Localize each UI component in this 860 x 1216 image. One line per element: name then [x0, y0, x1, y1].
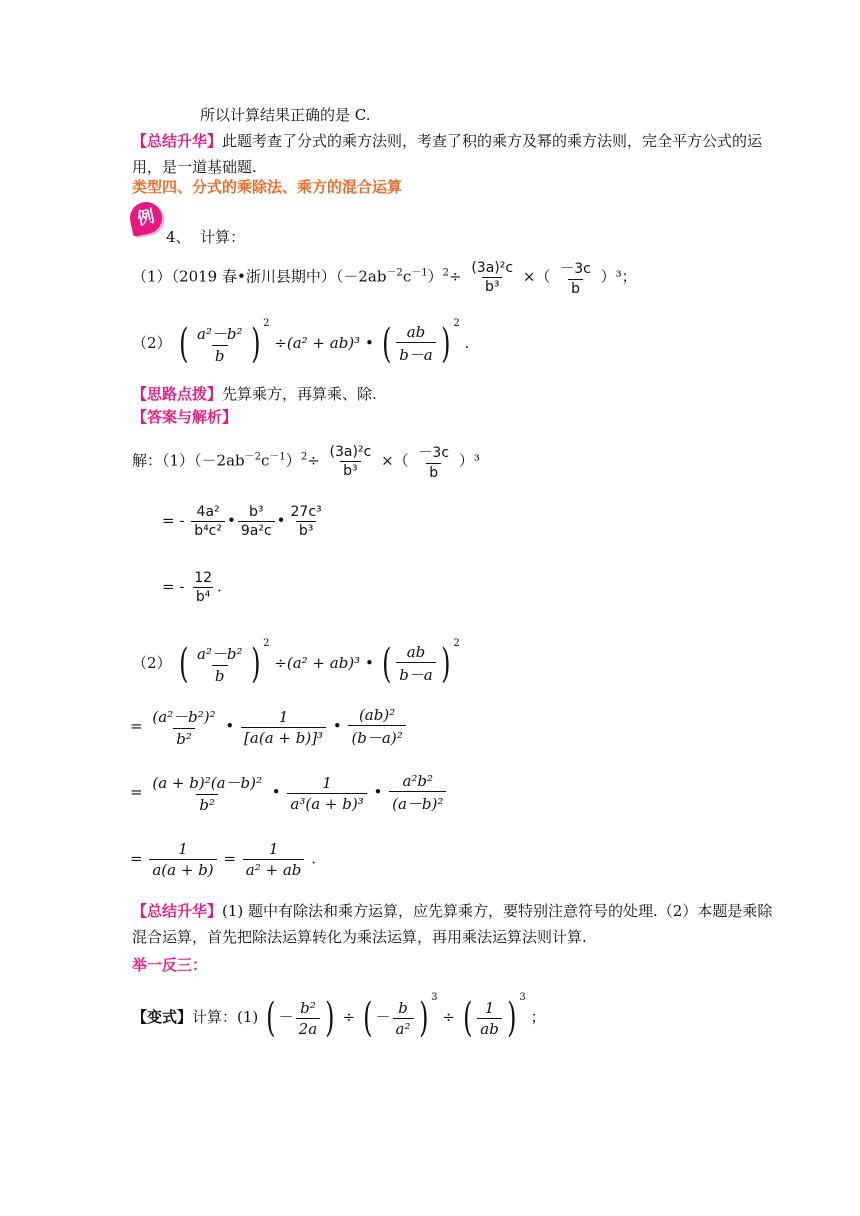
divide-sign: ÷	[448, 267, 462, 286]
part-label: （2）	[132, 654, 172, 672]
eq-prefix: = -	[162, 577, 185, 596]
exp: －2	[244, 451, 262, 463]
fraction	[396, 323, 436, 365]
numerator: 1	[278, 707, 289, 726]
numerator: b³	[249, 504, 264, 520]
numerator: 1	[322, 773, 332, 792]
fraction	[348, 706, 405, 748]
fraction	[287, 774, 366, 813]
paren: ）	[285, 451, 301, 470]
end: ）³	[458, 451, 480, 470]
var-c: c	[402, 267, 412, 286]
exp: －1	[411, 267, 428, 279]
numerator: －3c	[560, 261, 591, 277]
denominator: b²	[196, 794, 218, 814]
exp: 2	[263, 318, 270, 329]
numerator: a²－b²	[196, 645, 243, 663]
exp: 2	[300, 451, 308, 463]
numerator: 1	[268, 840, 279, 858]
divide-sign: ÷	[307, 451, 320, 470]
example-badge: 例	[127, 199, 165, 237]
denominator: b	[212, 345, 228, 365]
numerator: 4a²	[196, 504, 220, 520]
problem-1	[132, 258, 637, 297]
summary-paragraph-2	[132, 898, 782, 950]
summary-tag: 【总结升华】	[132, 132, 223, 150]
summary-text: 此题考查了分式的乘方法则，考查了积的乘方及幂的乘方法则，完全平方公式的运用，是一道基础题.	[132, 132, 763, 176]
solution-step-1: = - $\frac{\text{4a²}}{\text{b⁴c²}}$ • $\frac{\text{b³}}{\text{9a²c}}$ • $\frac{\text{27c³}}{\text{b³}}$	[162, 504, 327, 539]
denominator: b³	[296, 521, 317, 539]
solution-part-2: （2） ( $\frac{\text{a²－b²}}{b}$ ) $^2$ ÷(a² + ab)³ • ( $\frac{ab}{b-a}$ ) $^2$	[132, 638, 460, 687]
denominator: b	[212, 665, 228, 685]
problem-1-label: （1）（2019 春•浙川县期中）（－2ab	[132, 267, 387, 286]
fraction	[149, 840, 216, 879]
paren: ）	[427, 267, 443, 286]
solution-1	[132, 442, 480, 481]
example-text: 计算：	[200, 228, 246, 246]
divide-sign: ÷	[442, 1008, 455, 1026]
end: ）³；	[600, 267, 637, 286]
numerator: (3a)²c	[471, 260, 514, 276]
numerator: ab	[406, 323, 426, 341]
numerator: 12	[194, 570, 213, 586]
numerator: 1	[484, 998, 495, 1017]
minus: －	[278, 1008, 294, 1026]
numerator: (ab)²	[358, 706, 396, 724]
denominator: [a(a + b)]³	[241, 727, 326, 747]
fraction	[238, 504, 275, 539]
middle-expression: ÷(a² + ab)³ •	[274, 654, 374, 672]
summary-paragraph-1	[132, 128, 782, 180]
fraction	[557, 258, 594, 297]
var-c: c	[261, 451, 270, 470]
end: .	[311, 849, 316, 868]
end: ；	[530, 1008, 546, 1026]
hint-text: 先算乘方，再算乘、除.	[222, 385, 377, 403]
variant-text: 计算：(1)	[192, 1008, 259, 1026]
denominator: b²	[173, 728, 195, 748]
exp: 2	[442, 267, 449, 279]
denominator: a³(a + b)³	[287, 793, 366, 813]
denominator: b－a	[396, 342, 436, 365]
hint-tag: 【思路点拨】	[132, 385, 223, 403]
fraction	[191, 570, 215, 605]
fraction	[327, 444, 375, 479]
numerator: a²b²	[402, 772, 434, 790]
numerator: a²－b²	[196, 325, 243, 343]
equals: =	[130, 717, 143, 735]
exp: 2	[263, 638, 270, 649]
denominator: b	[568, 279, 583, 297]
numerator: －3c	[418, 445, 450, 461]
fraction	[243, 840, 305, 879]
numerator: (3a)²c	[329, 444, 372, 460]
solution-intro: 解：（1）（－2ab	[132, 451, 245, 470]
hint-line	[132, 383, 377, 404]
problem-2-label: （2）	[132, 334, 172, 352]
minus: －	[375, 1008, 391, 1026]
end: .	[217, 577, 222, 596]
conclusion-line: 所以计算结果正确的是 C.	[200, 106, 371, 124]
equals: =	[223, 849, 237, 868]
example-number: 4、	[166, 228, 191, 246]
numerator: 1	[178, 840, 188, 858]
denominator: a²	[393, 1018, 414, 1038]
denominator: 9a²c	[238, 521, 275, 539]
denominator: 2a	[296, 1018, 321, 1038]
numerator: ab	[406, 643, 426, 661]
fraction	[194, 323, 246, 365]
fraction	[296, 999, 321, 1038]
fraction	[389, 772, 446, 814]
denominator: b⁴c²	[191, 521, 225, 539]
eq-prefix: = -	[162, 511, 185, 530]
numerator: b	[398, 998, 408, 1017]
fraction	[477, 999, 502, 1038]
solution-line-3	[130, 840, 316, 879]
denominator: b	[426, 463, 441, 481]
answer-tag: 【答案与解析】	[132, 408, 238, 426]
problem-2: （2） ( $\frac{\text{a²－b²}}{b}$ ) $^2$ ÷(a² + ab)³ • ( $\frac{ab}{b-a}$ ) $^2$ .	[132, 318, 470, 367]
end: .	[464, 334, 470, 352]
denominator: b³	[482, 277, 503, 295]
exp: －2	[386, 267, 403, 279]
denominator: b⁴	[193, 587, 214, 605]
fraction	[415, 442, 452, 481]
fraction	[393, 999, 414, 1038]
fraction	[191, 504, 225, 539]
denominator: a² + ab	[243, 859, 305, 879]
solution-line-2: = $\frac{\text{(a + b)²(a－b)²}}{\text{b²}}$ • $\frac{1}{\text{a³(a + b)³}}$ • $\frac{\text{a²b²}}{\text{(a－b)²}}$	[130, 772, 448, 814]
exp: 3	[519, 992, 526, 1003]
example-intro	[166, 226, 245, 247]
exp: 2	[453, 318, 460, 329]
divide-sign: ÷	[342, 1008, 356, 1026]
fraction	[241, 708, 326, 747]
section-heading: 类型四、分式的乘除法、乘方的混合运算	[132, 178, 403, 196]
fraction	[149, 706, 218, 748]
exp: 2	[453, 638, 460, 649]
denominator: (b－a)²	[348, 725, 405, 748]
equals: =	[130, 849, 143, 868]
variant-exercise: 【变式】计算：(1) ( － $\frac{\text{b²}}{2a}$ ) ÷ ( － $\frac{b}{\text{a²}}$ ) $^3$ ÷ ( $\frac{1}{ab}$ ) $^3$ ；	[132, 992, 546, 1041]
solution-step-2	[162, 570, 222, 605]
variant-tag: 【变式】	[132, 1008, 193, 1026]
summary-text: (1) 题中有除法和乘方运算，应先算乘方，要特别注意符号的处理.（2）本题是乘除混合运算，首先把除法运算转化为乘法运算，再用乘法运算法则计算.	[132, 902, 773, 946]
fraction	[468, 260, 516, 295]
numerator: (a²－b²)²	[152, 708, 216, 726]
fraction	[396, 643, 436, 685]
middle-expression: ÷(a² + ab)³ •	[274, 334, 374, 352]
numerator: b²	[300, 998, 316, 1017]
numerator: 27c³	[290, 504, 322, 520]
times-sign: ×（	[522, 267, 551, 286]
summary-tag: 【总结升华】	[132, 902, 223, 920]
equals: =	[130, 783, 143, 801]
denominator: (a－b)²	[389, 791, 446, 814]
numerator: (a + b)²(a－b)²	[152, 774, 262, 792]
denominator: b³	[340, 461, 361, 479]
fraction	[288, 504, 325, 539]
fraction	[149, 772, 265, 814]
exp: 3	[431, 992, 438, 1003]
denominator: ab	[477, 1018, 502, 1038]
denominator: a(a + b)	[149, 859, 216, 879]
times-sign: ×（	[381, 451, 409, 470]
exp: －1	[269, 451, 286, 463]
fraction	[194, 643, 246, 685]
practice-heading: 举一反三：	[132, 956, 208, 974]
denominator: b－a	[396, 662, 436, 685]
solution-line-1: = $\frac{\text{(a²－b²)²}}{\text{b²}}$ • $\frac{1}{\text{[a(a + b)]³}}$ • $\frac{\text{(ab)²}}{\text{(b－a)²}}$	[130, 706, 408, 748]
